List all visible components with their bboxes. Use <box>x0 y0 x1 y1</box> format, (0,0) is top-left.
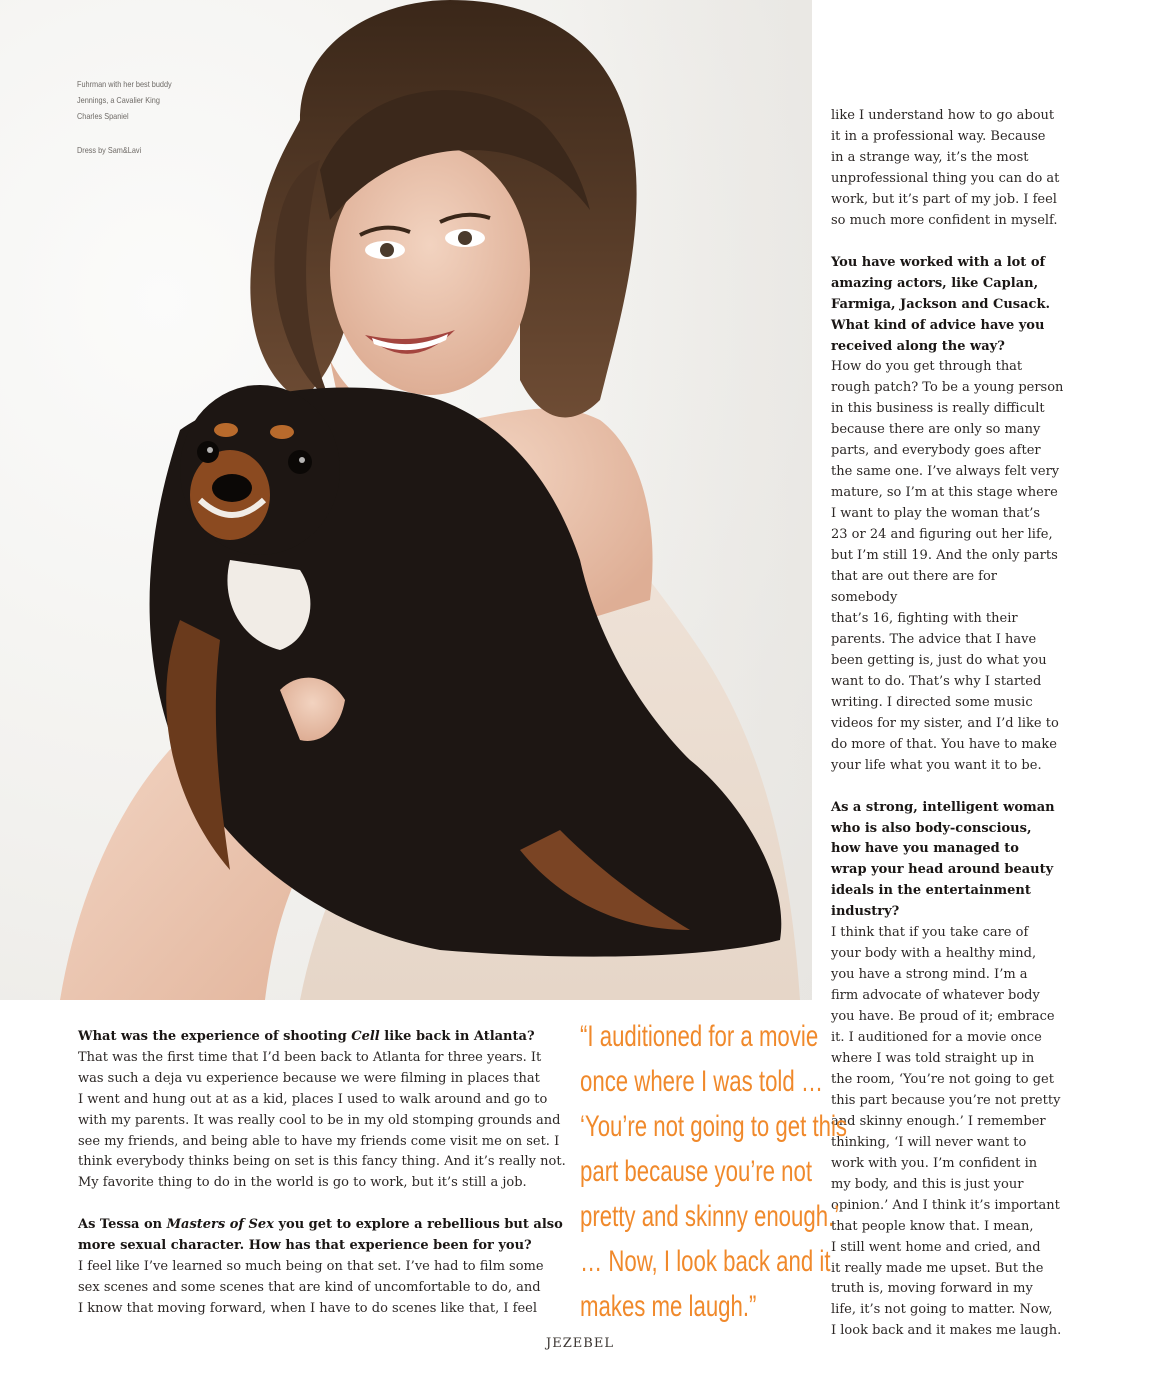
question-advice <box>831 253 1067 358</box>
caption-line: Charles Spaniel <box>77 111 129 121</box>
bottom-column <box>78 1027 568 1320</box>
text-line: How do you get through that <box>831 359 1023 375</box>
question-beauty-ideals <box>831 798 1067 924</box>
text-line: you have a strong mind. I’m a <box>831 967 1028 983</box>
text-line: the room, ‘You’re not going to get <box>831 1071 1054 1087</box>
text-line: I still went home and cried, and <box>831 1239 1041 1255</box>
question-line: Farmiga, Jackson and Cusack. <box>831 296 1050 312</box>
text-line: in a strange way, it’s the most <box>831 149 1029 165</box>
text-line: was such a deja vu experience because we were filming in places that <box>78 1070 540 1086</box>
answer-cell <box>78 1048 568 1194</box>
question-line: how have you managed to <box>831 841 1019 857</box>
text-line: been getting is, just do what you <box>831 652 1047 668</box>
text-line: That was the first time that I’d been back to Atlanta for three years. It <box>78 1049 542 1065</box>
question-line: wrap your head around beauty <box>831 862 1054 878</box>
text-line: life, it’s not going to matter. Now, <box>831 1302 1053 1318</box>
question-line: You have worked with a lot of <box>831 254 1046 270</box>
text-line: in this business is really difficult <box>831 401 1045 417</box>
question-text: What was the experience of shooting <box>78 1029 352 1044</box>
caption-line: Fuhrman with her best buddy <box>77 79 172 89</box>
text-line: 23 or 24 and figuring out her life, <box>831 527 1053 543</box>
magazine-folio: JEZEBEL <box>546 1336 614 1351</box>
text-line: your body with a healthy mind, <box>831 946 1037 962</box>
text-line: that people know that. I mean, <box>831 1218 1034 1234</box>
text-line: I went and hung out at as a kid, places I used to walk around and go to <box>78 1091 548 1107</box>
question-line: industry? <box>831 904 900 920</box>
text-line: think everybody thinks being on set is this fancy thing. And it’s really not. <box>78 1154 566 1170</box>
text-line: you have. Be proud of it; embrace <box>831 1009 1055 1025</box>
text-line: want to do. That’s why I started <box>831 673 1042 689</box>
text-line: sex scenes and some scenes that are kind of uncomfortable to do, and <box>78 1279 541 1295</box>
answer-advice <box>831 357 1067 776</box>
text-line: unprofessional thing you can do at <box>831 170 1060 186</box>
text-line: see my friends, and being able to have my friends come visit me on set. I <box>78 1133 560 1149</box>
text-line: My favorite thing to do in the world is go to work, but it’s still a job. <box>78 1175 527 1191</box>
question-line: As a strong, intelligent woman <box>831 799 1055 815</box>
text-line: but I’m still 19. And the only parts <box>831 548 1058 564</box>
question-line: received along the way? <box>831 338 1005 354</box>
question-line: more sexual character. How has that experience been for you? <box>78 1238 532 1254</box>
text-line: videos for my sister, and I’d like to <box>831 715 1059 731</box>
question-line: who is also body-conscious, <box>831 820 1032 836</box>
text-line: mature, so I’m at this stage where <box>831 485 1058 501</box>
text-line: rough patch? To be a young person <box>831 380 1064 396</box>
pull-quote <box>580 1014 848 1329</box>
question-line <box>78 1215 568 1236</box>
text-line: it. I auditioned for a movie once <box>831 1030 1042 1046</box>
pull-quote-line: part because you’re not <box>580 1155 813 1188</box>
text-line: thinking, ‘I will never want to <box>831 1134 1027 1150</box>
pull-quote-line: ‘You’re not going to get this <box>580 1110 848 1143</box>
pull-quote-line: once where I was told … <box>580 1065 824 1098</box>
text-line: firm advocate of whatever body <box>831 988 1040 1004</box>
dog-nose <box>212 474 252 502</box>
question-cell <box>78 1027 568 1048</box>
question-line: amazing actors, like Caplan, <box>831 275 1039 291</box>
answer-beauty-ideals <box>831 923 1067 1342</box>
text-line: your life what you want it to be. <box>831 757 1042 773</box>
pull-quote-line: … Now, I look back and it <box>580 1245 831 1278</box>
text-line: it really made me upset. But the <box>831 1260 1044 1276</box>
text-line: parts, and everybody goes after <box>831 443 1041 459</box>
text-line: this part because you’re not pretty <box>831 1092 1061 1108</box>
text-line: that’s 16, fighting with their <box>831 610 1018 626</box>
text-line: I want to play the woman that’s <box>831 506 1041 522</box>
text-line: the same one. I’ve always felt very <box>831 464 1060 480</box>
photo-credit: Dress by Sam&Lavi <box>77 145 142 155</box>
pull-quote-line: pretty and skinny enough.’ <box>580 1200 840 1233</box>
text-line: where I was told straight up in <box>831 1050 1035 1066</box>
pull-quote-line: “I auditioned for a movie <box>580 1020 819 1053</box>
question-line: What kind of advice have you <box>831 317 1045 333</box>
text-line: do more of that. You have to make <box>831 736 1057 752</box>
photo-caption <box>77 76 180 158</box>
text-line: I know that moving forward, when I have to do scenes like that, I feel <box>78 1300 538 1316</box>
question-text: As Tessa on <box>78 1217 167 1233</box>
text-line: parents. The advice that I have <box>831 631 1037 647</box>
text-line: I look back and it makes me laugh. <box>831 1323 1062 1339</box>
text-line: opinion.’ And I think it’s important <box>831 1197 1060 1213</box>
question-masters-of-sex <box>78 1215 568 1257</box>
text-line: with my parents. It was really cool to be in my old stomping grounds and <box>78 1112 561 1128</box>
text-line: truth is, moving forward in my <box>831 1281 1033 1297</box>
text-line: it in a professional way. Because <box>831 128 1046 144</box>
text-line: that are out there are for somebody <box>831 569 998 605</box>
film-title: Cell <box>351 1029 380 1044</box>
pull-quote-line: makes me laugh.” <box>580 1290 757 1323</box>
text-line: like I understand how to go about <box>831 108 1055 123</box>
show-title: Masters of Sex <box>166 1217 274 1233</box>
question-line: ideals in the entertainment <box>831 883 1031 899</box>
answer-masters-of-sex <box>78 1257 568 1320</box>
question-text: like back in Atlanta? <box>379 1029 535 1044</box>
text-line: work with you. I’m confident in <box>831 1155 1038 1171</box>
text-line: I feel like I’ve learned so much being on that set. I’ve had to film some <box>78 1259 544 1275</box>
text-line: writing. I directed some music <box>831 694 1033 710</box>
right-column <box>831 106 1067 1342</box>
question-text: you get to explore a rebellious but also <box>273 1217 563 1233</box>
text-line: so much more confident in myself. <box>831 212 1058 228</box>
text-line: I think that if you take care of <box>831 925 1029 941</box>
text-line: work, but it’s part of my job. I feel <box>831 191 1057 207</box>
text-line: and skinny enough.’ I remember <box>831 1113 1046 1129</box>
caption-line: Jennings, a Cavalier King <box>77 95 160 105</box>
paragraph-continuation <box>831 106 1067 232</box>
text-line: my body, and this is just your <box>831 1176 1024 1192</box>
text-line: because there are only so many <box>831 422 1041 438</box>
